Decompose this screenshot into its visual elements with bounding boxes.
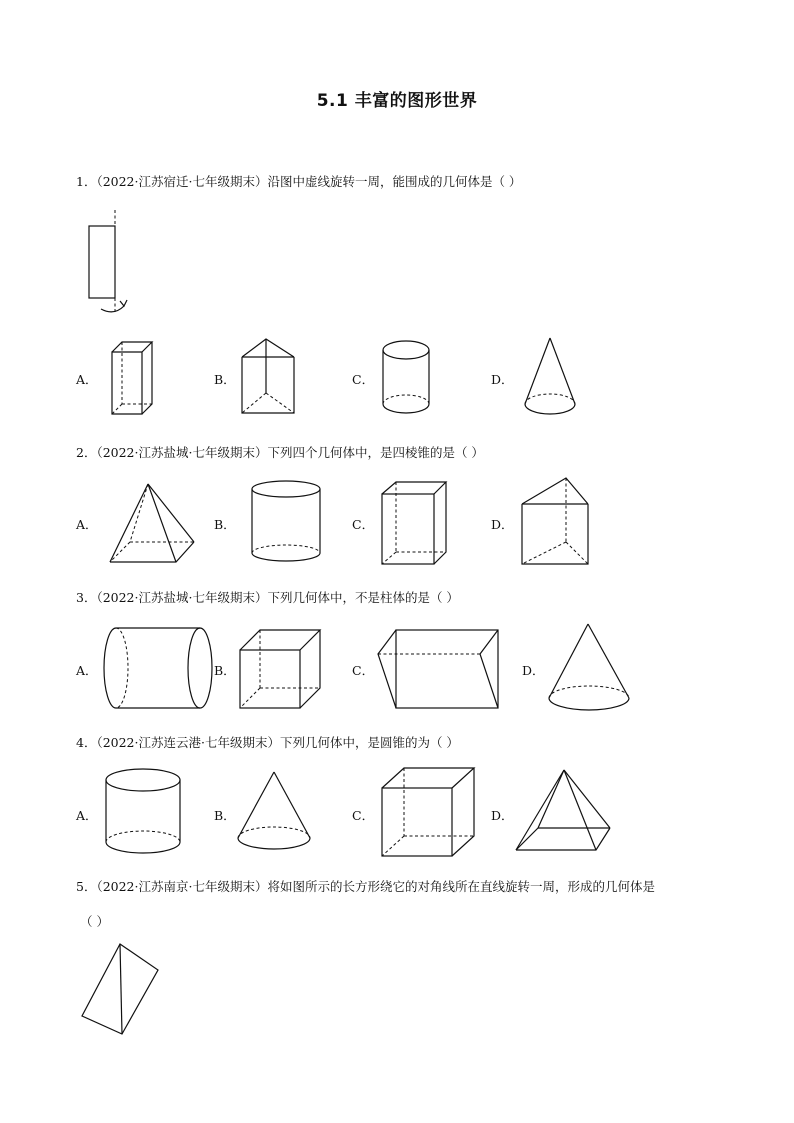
question-1-option-c[interactable]: C． [352, 372, 375, 387]
question-4-number: 4． [76, 735, 97, 750]
question-1-option-d[interactable]: D． [491, 372, 514, 387]
question-2-option-a[interactable]: A． [76, 517, 98, 532]
question-4-option-b[interactable]: B． [214, 808, 236, 823]
question-1 [76, 172, 521, 190]
cube-figure [378, 766, 478, 860]
square-pyramid-figure [108, 480, 198, 568]
rectangular-prism-figure [108, 340, 158, 418]
question-4 [76, 733, 459, 751]
question-2-option-b[interactable]: B． [214, 517, 236, 532]
question-3-option-d[interactable]: D． [522, 663, 545, 678]
question-4-text: （2022·江苏连云港·七年级期末）下列几何体中，是圆锥的为（ ） [96, 735, 459, 750]
question-4-option-a[interactable]: A． [76, 808, 98, 823]
question-4-option-d[interactable]: D． [491, 808, 514, 823]
question-2-option-c[interactable]: C． [352, 517, 375, 532]
cylinder-figure [102, 766, 184, 860]
question-2-number: 2． [76, 445, 97, 460]
question-5-number: 5． [76, 879, 97, 894]
question-5 [76, 877, 655, 895]
cone-figure [520, 334, 580, 418]
question-3-text: （2022·江苏盐城·七年级期末）下列几何体中，不是柱体的是（ ） [96, 590, 459, 605]
question-2-option-d[interactable]: D． [491, 517, 514, 532]
cone-figure [546, 620, 632, 714]
question-3-option-b[interactable]: B． [214, 663, 236, 678]
question-3 [76, 588, 459, 606]
question-1-figure [84, 208, 134, 320]
triangular-prism-figure [238, 335, 298, 417]
question-3-option-c[interactable]: C． [352, 663, 375, 678]
cylinder-figure [248, 478, 324, 566]
question-1-text: （2022·江苏宿迁·七年级期末）沿图中虚线旋转一周，能围成的几何体是（ ） [96, 174, 522, 189]
question-1-option-a[interactable]: A． [76, 372, 98, 387]
question-5-text: （2022·江苏南京·七年级期末）将如图所示的长方形绕它的对角线所在直线旋转一周，形成的几何体是 [96, 879, 655, 894]
rectangle-with-diagonal-figure [78, 940, 164, 1040]
question-3-option-a[interactable]: A． [76, 663, 98, 678]
cylinder-figure [378, 338, 434, 418]
question-2-text: （2022·江苏盐城·七年级期末）下列四个几何体中，是四棱锥的是（ ） [96, 445, 484, 460]
triangular-prism-figure [518, 474, 594, 568]
question-1-number: 1． [76, 174, 97, 189]
cone-figure [234, 768, 314, 856]
page-title: 5.1 丰富的图形世界 [316, 91, 478, 111]
question-1-option-b[interactable]: B． [214, 372, 236, 387]
question-5-answer-blank: （ ） [80, 914, 109, 929]
cube-figure [236, 626, 324, 712]
horizontal-cylinder-figure [100, 624, 216, 714]
cube-figure [378, 480, 450, 568]
triangular-prism-lying-figure [374, 624, 502, 712]
question-4-option-c[interactable]: C． [352, 808, 375, 823]
square-pyramid-figure [512, 766, 614, 856]
question-3-number: 3． [76, 590, 97, 605]
question-2 [76, 443, 484, 461]
